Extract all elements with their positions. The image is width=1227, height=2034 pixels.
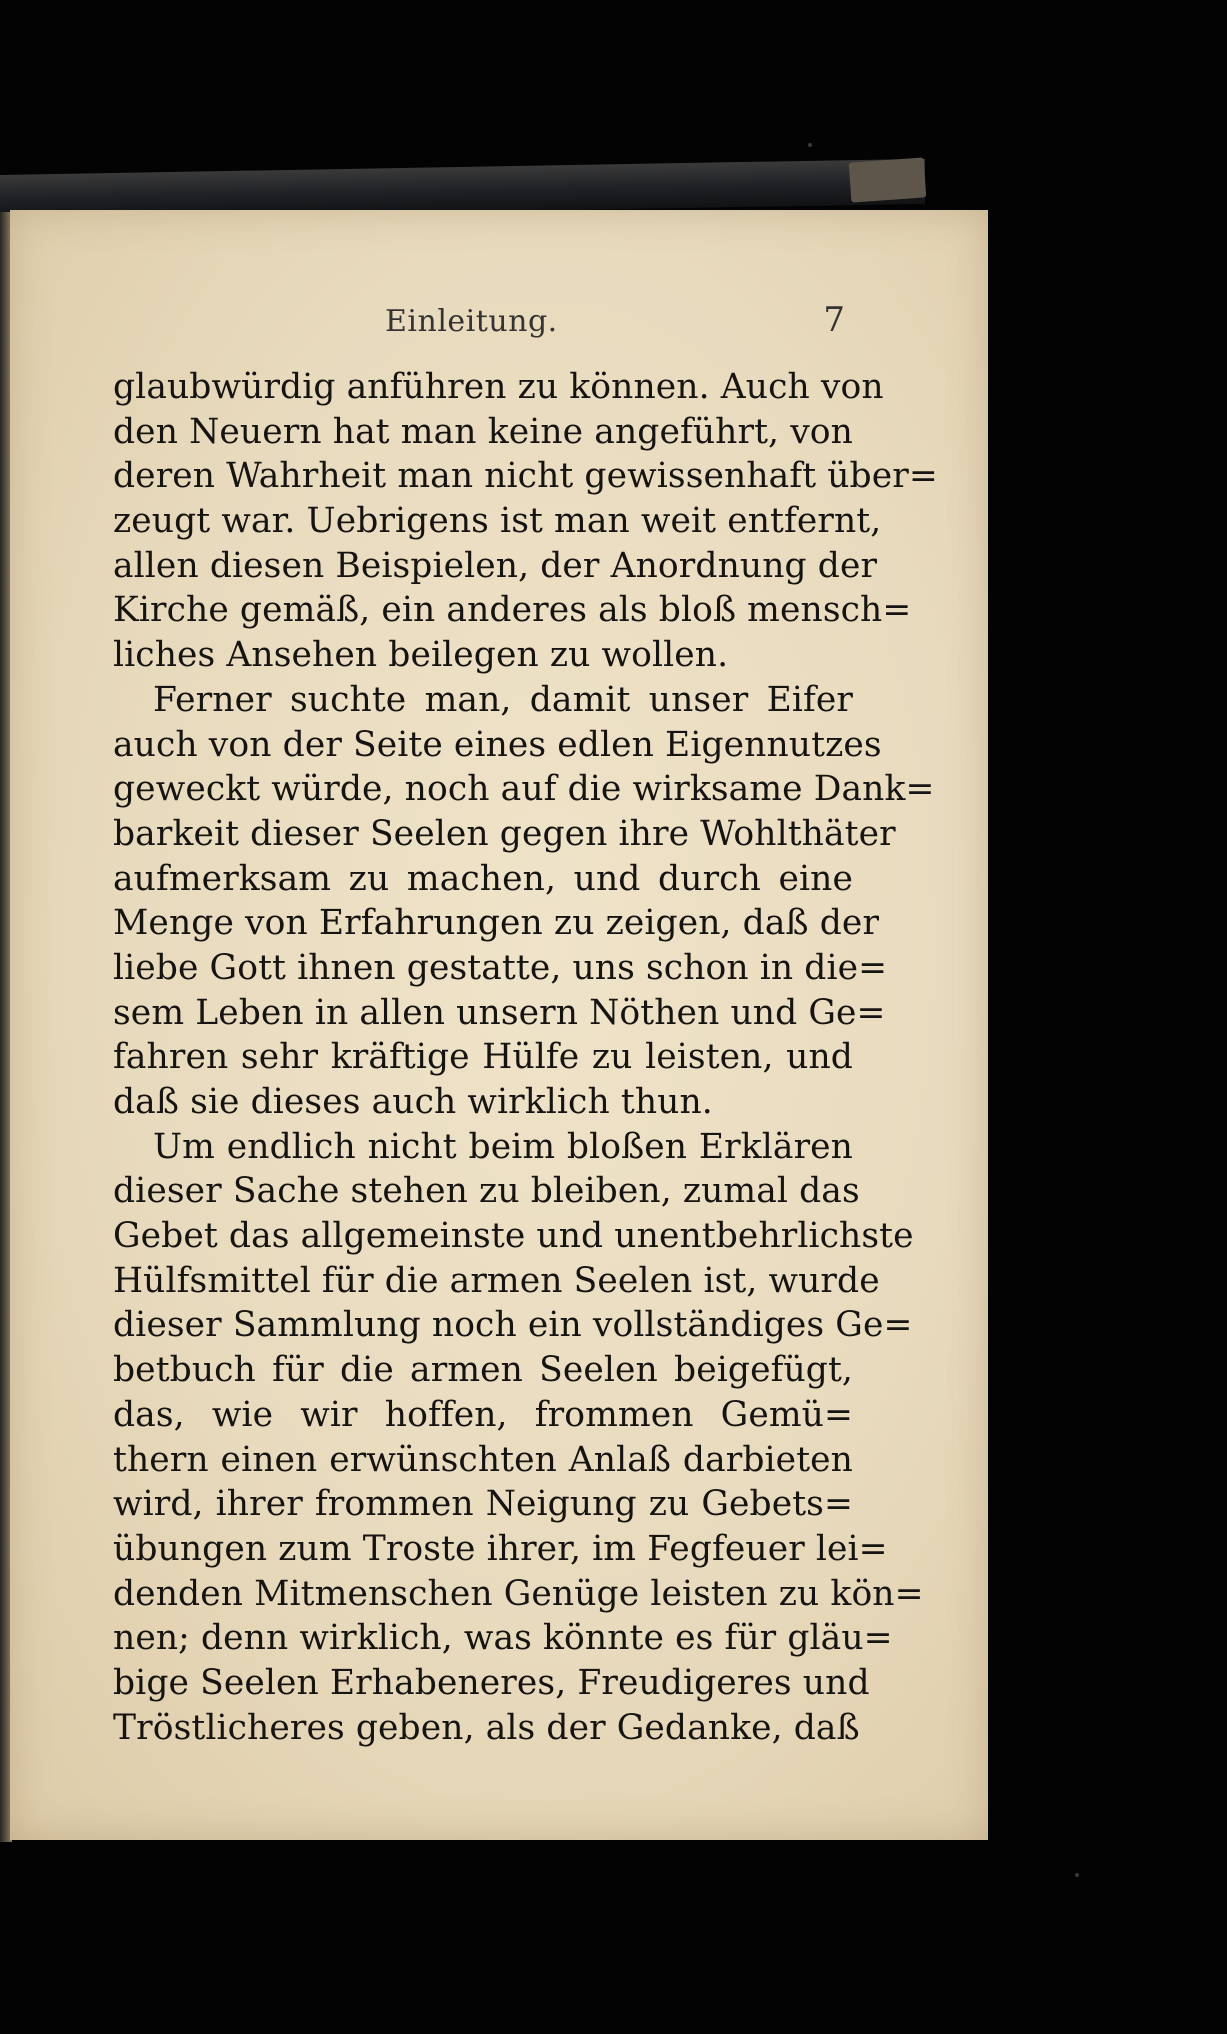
text-line: Hülfsmittel für die armen Seelen ist, wurde: [113, 1260, 880, 1301]
text-line: liebe Gott ihnen gestatte, uns schon in die=: [113, 947, 888, 988]
text-line: wird, ihrer frommen Neigung zu Gebets=: [113, 1484, 853, 1525]
text-line: den Neuern hat man keine angeführt, von: [113, 411, 853, 452]
text-line: Gebet das allgemeinste und unentbehrlichste: [113, 1216, 914, 1257]
text-line: aufmerksam zu machen, und durch eine: [113, 858, 853, 899]
text-line: sem Leben in allen unsern Nöthen und Ge=: [113, 992, 886, 1033]
text-line: liches Ansehen beilegen zu wollen.: [113, 635, 729, 676]
text-line: allen diesen Beispielen, der Anordnung der: [113, 545, 878, 586]
text-line: bige Seelen Erhabeneres, Freudigeres und: [113, 1662, 870, 1703]
text-line: betbuch für die armen Seelen beigefügt,: [113, 1350, 853, 1391]
paragraph-start-line: Ferner suchte man, damit unser Eifer: [153, 679, 853, 720]
text-line: dieser Sache stehen zu bleiben, zumal das: [113, 1171, 860, 1212]
text-line: glaubwürdig anführen zu können. Auch von: [113, 367, 884, 407]
paragraph-start-line: Um endlich nicht beim bloßen Erklären: [153, 1126, 853, 1167]
text-line: dieser Sammlung noch ein vollständiges Ge=: [113, 1305, 913, 1346]
text-line: zeugt war. Uebrigens ist man weit entfernt,: [113, 501, 882, 542]
worn-cover-corner: [849, 157, 927, 202]
text-line: das, wie wir hoffen, frommen Gemü=: [113, 1394, 853, 1435]
page-number: 7: [823, 300, 845, 340]
text-line: deren Wahrheit man nicht gewissenhaft über=: [113, 456, 938, 497]
text-line: geweckt würde, noch auf die wirksame Dank=: [113, 769, 935, 810]
text-line: daß sie dieses auch wirklich thun.: [113, 1082, 713, 1122]
page-header: [385, 300, 845, 340]
dust-speck: [1075, 1873, 1079, 1877]
text-line: Kirche gemäß, ein anderes als bloß mensch=: [113, 590, 912, 631]
text-line: Menge von Erfahrungen zu zeigen, daß der: [113, 903, 880, 944]
text-line: nen; denn wirklich, was könnte es für gläu=: [113, 1618, 893, 1659]
text-line: übungen zum Troste ihrer, im Fegfeuer lei=: [113, 1528, 888, 1569]
text-line: Tröstlicheres geben, als der Gedanke, daß: [113, 1707, 860, 1748]
text-line: auch von der Seite eines edlen Eigennutzes: [113, 724, 882, 765]
body-text: [113, 365, 938, 1750]
text-line: fahren sehr kräftige Hülfe zu leisten, und: [113, 1037, 853, 1078]
text-line: thern einen erwünschten Anlaß darbieten: [113, 1439, 853, 1480]
text-line: denden Mitmenschen Genüge leisten zu kön=: [113, 1573, 924, 1614]
running-title: Einleitung.: [385, 304, 558, 339]
text-line: barkeit dieser Seelen gegen ihre Wohlthäter: [113, 813, 896, 854]
dust-speck: [808, 143, 812, 147]
